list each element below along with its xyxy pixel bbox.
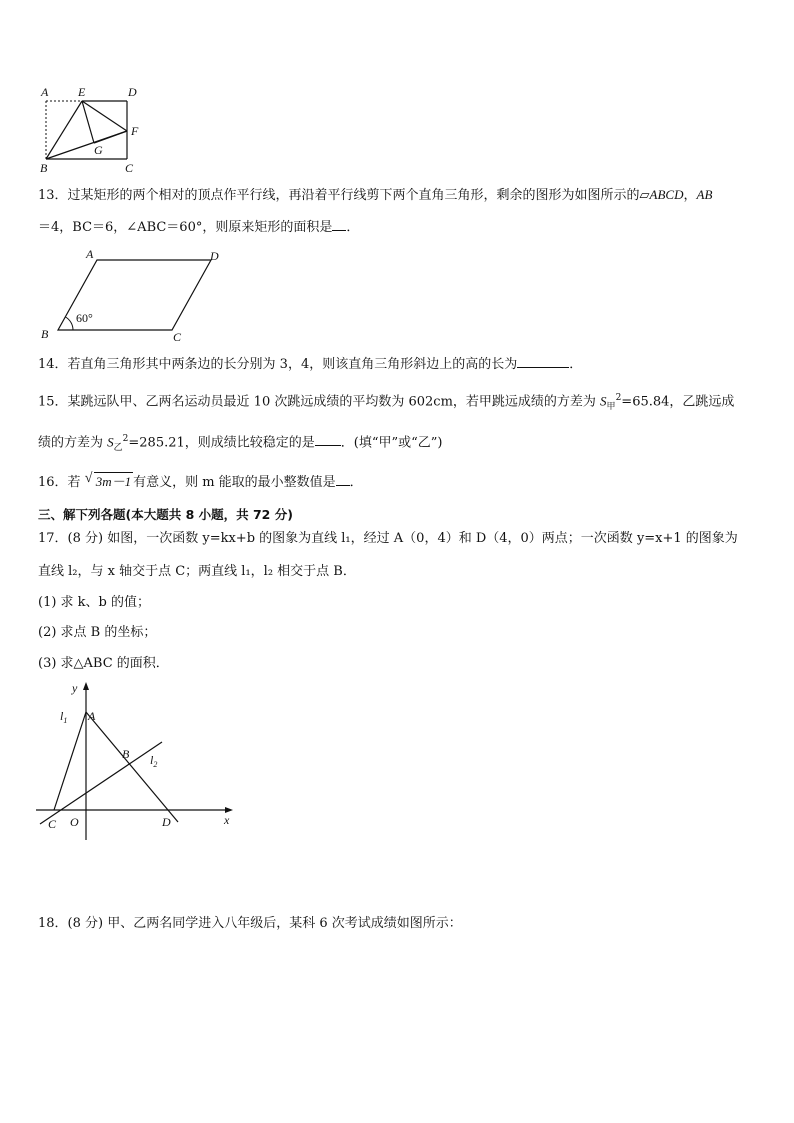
q14-answer-blank[interactable] bbox=[517, 355, 569, 368]
q15-sub-jia: 甲 bbox=[606, 401, 616, 412]
q13-line2 bbox=[38, 218, 359, 237]
q17-sub1: (1) 求 k、b 的值； bbox=[38, 595, 151, 610]
q15-sup2: 2 bbox=[122, 434, 129, 444]
q13-text: 13．过某矩形的两个相对的顶点作平行线，再沿着平行线剪下两个直角三角形，剩余的图形为如图所示的▱ bbox=[38, 188, 650, 203]
label-x: x bbox=[224, 813, 230, 827]
q15-text2: 绩的方差为 bbox=[38, 435, 108, 451]
q15-text-b: =65.84，乙跳远成 bbox=[621, 394, 735, 410]
q16-end: ． bbox=[349, 475, 363, 490]
q13-text2: ＝4，BC＝6，∠ABC＝60°，则原来矩形的面积是 bbox=[38, 220, 333, 235]
label-b: B bbox=[122, 747, 130, 761]
section-heading: 三、解下列各题(本大题共 8 小题，共 72 分) bbox=[38, 507, 293, 522]
figure-q17-graph bbox=[30, 676, 240, 846]
label-b: B bbox=[41, 327, 49, 341]
q16-text-b: 有意义，则 m 能取的最小整数值是 bbox=[133, 475, 336, 490]
q13-end: ． bbox=[346, 220, 360, 235]
label-l2: $l_2$ bbox=[150, 753, 158, 769]
q15-line1 bbox=[38, 389, 734, 416]
label-c: C bbox=[48, 817, 57, 831]
q15-text2c: ．(填“甲”或“乙”) bbox=[340, 435, 443, 451]
figure-q13-parallelogram bbox=[36, 246, 236, 342]
label-a: A bbox=[41, 85, 49, 99]
label-d: D bbox=[128, 85, 137, 99]
q13-answer-blank[interactable] bbox=[332, 218, 346, 231]
label-c: C bbox=[173, 330, 182, 342]
label-d: D bbox=[210, 249, 219, 263]
q13-sep: ， bbox=[683, 188, 697, 203]
figure-q12-rectangle bbox=[36, 82, 146, 178]
q15-text2b: =285.21，则成绩比较稳定的是 bbox=[128, 435, 315, 451]
label-b: B bbox=[40, 161, 48, 175]
q15-sub-yi: 乙 bbox=[113, 442, 123, 453]
q14-text: 14．若直角三角形其中两条边的长分别为 3，4，则该直角三角形斜边上的高的长为 bbox=[38, 357, 518, 372]
label-a: A bbox=[86, 247, 94, 261]
q15-s-jia: S bbox=[600, 393, 607, 409]
label-d: D bbox=[162, 815, 171, 829]
q15-text: 15．某跳远队甲、乙两名运动员最近 10 次跳远成绩的平均数为 602cm，若甲跳远成绩的方差为 bbox=[38, 394, 601, 410]
label-e: E bbox=[78, 85, 86, 99]
label-l1: $l_1$ bbox=[60, 709, 68, 725]
label-c: C bbox=[125, 161, 134, 175]
q17-line1: 17．(8 分) 如图，一次函数 y=kx+b 的图象为直线 l₁，经过 A（0，4）和 D（4，0）两点；一次函数 y=x+1 的图象为 bbox=[38, 531, 738, 546]
q13-ab: AB bbox=[696, 187, 713, 202]
q16-sqrt: √ 3m－1 bbox=[94, 472, 133, 491]
q17-sub3: (3) 求△ABC 的面积． bbox=[38, 656, 169, 671]
label-g: G bbox=[94, 143, 103, 157]
q17-line2: 直线 l₂，与 x 轴交于点 C；两直线 l₁，l₂ 相交于点 B． bbox=[38, 564, 356, 579]
q14-end: ． bbox=[569, 357, 583, 372]
q17-sub2: (2) 求点 B 的坐标； bbox=[38, 625, 157, 640]
q13-line1 bbox=[38, 186, 712, 205]
q15-sup: 2 bbox=[615, 393, 622, 403]
angle-label: 60° bbox=[76, 311, 93, 325]
label-f: F bbox=[131, 124, 139, 138]
q15-answer-blank[interactable] bbox=[315, 433, 341, 446]
label-o: O bbox=[70, 815, 79, 829]
label-a: A bbox=[88, 709, 96, 723]
q16-text: 16．若 bbox=[38, 475, 85, 490]
q16-answer-blank[interactable] bbox=[336, 473, 350, 486]
q15-line2 bbox=[38, 430, 443, 457]
q15-s-yi: S bbox=[107, 434, 114, 450]
q18-line: 18．(8 分) 甲、乙两名同学进入八年级后，某科 6 次考试成绩如图所示： bbox=[38, 916, 462, 931]
label-y: y bbox=[72, 681, 78, 695]
q13-abcd: ABCD bbox=[649, 187, 684, 202]
q16-line bbox=[38, 472, 363, 492]
q14-line bbox=[38, 355, 582, 374]
